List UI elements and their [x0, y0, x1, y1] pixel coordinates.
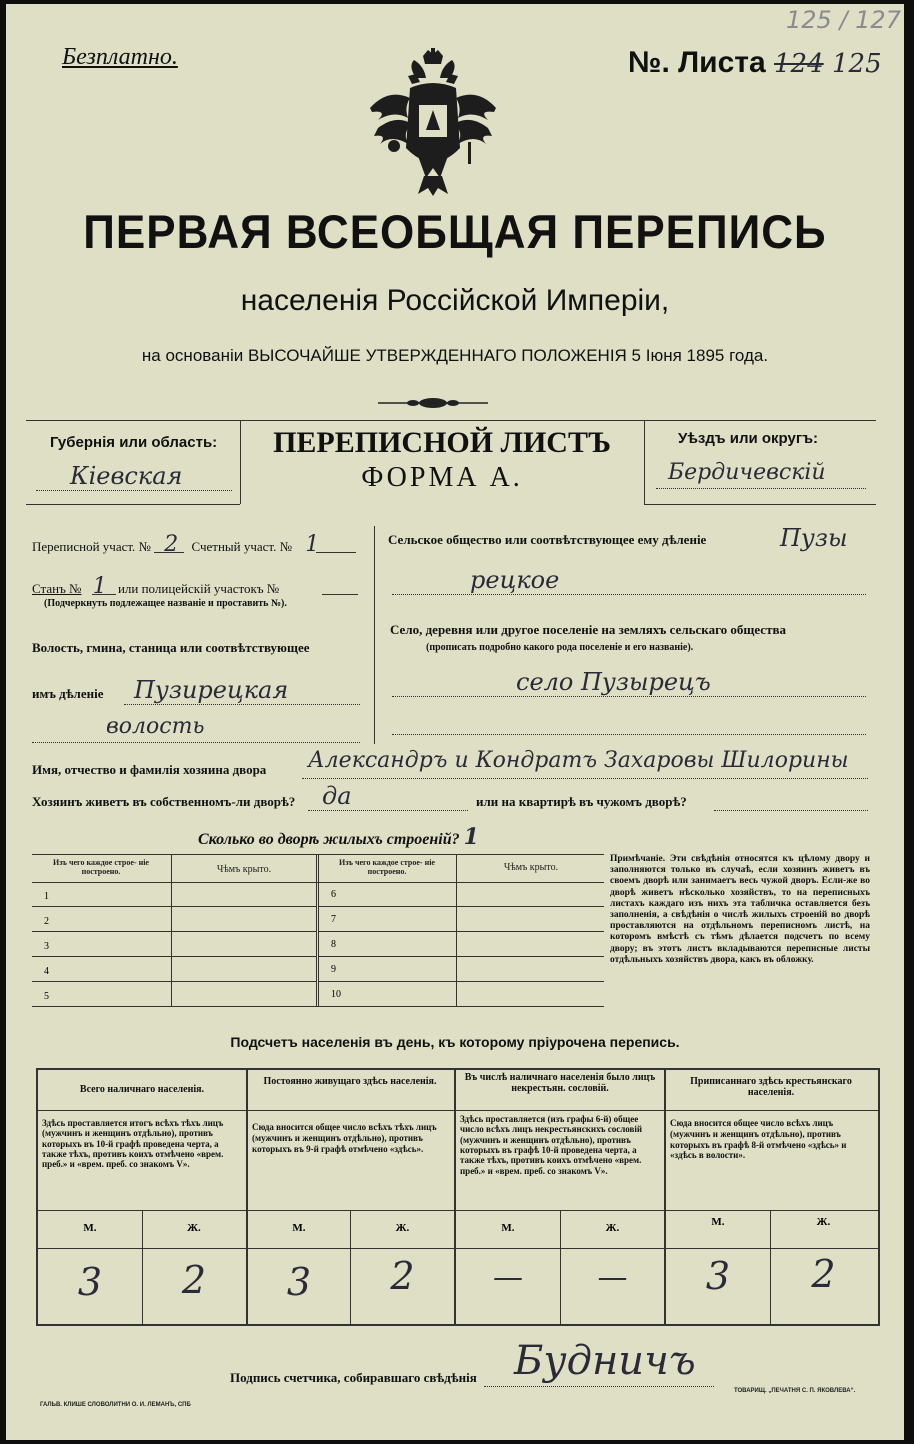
sheet-number-label: №. Листа — [628, 46, 766, 79]
census-basis: на основаніи ВЫСОЧАЙШЕ УТВЕРЖДЕННАГО ПОЛОЖЕНІЯ 5 Іюня 1895 года. — [141, 346, 769, 365]
sheet-number-struck: 124 — [774, 49, 824, 79]
census-title: ПЕРВАЯ ВСЕОБЩАЯ ПЕРЕПИСЬ — [83, 206, 827, 259]
pop-col1-m-label: М. — [83, 1222, 97, 1234]
table-row: 3 — [32, 932, 316, 957]
buildings-col-built-right: Изъ чего каждое строе- ніе построено. — [339, 858, 435, 877]
table-row: 2 — [32, 907, 316, 932]
table-row: 10 — [331, 989, 341, 1000]
district-label: Уѣздъ или округъ: — [678, 430, 819, 447]
pop-col4-f-label: Ж. — [816, 1216, 831, 1228]
volost-label-2: имъ дѣленіе — [32, 686, 104, 701]
table-row: 4 — [32, 957, 316, 982]
note-text: Примѣчаніе. Эти свѣдѣнія относятся къ цѣлому двору и заполняются только въ случаѣ, если хозяинъ живетъ въ своемъ дворѣ или занимаетъ весь чужой дворъ. Если-же во дворѣ живетъ нѣсколько хозяйствъ, то на переписныхъ листахъ каждаго изъ нихъ эта табличка оставляется безъ заполненія, а свѣдѣнія о числѣ жилыхъ строеній во дворѣ проставляются на отдѣльномъ переписномъ листѣ, на которомъ вмѣстѣ съ тѣмъ дѣлается подсчетъ по всему двору; въ этотъ листъ вкладываются переписные листы отдѣльныхъ хозяйствъ двора, какъ въ обложку. — [610, 854, 870, 965]
census-sheet — [6, 4, 904, 1440]
stan-value: 1 — [92, 574, 107, 599]
table-row: 1 — [32, 882, 316, 907]
pop-col1-m-value: 3 — [77, 1260, 103, 1304]
pop-col4-m-value: 3 — [705, 1254, 731, 1298]
census-subtitle: населенія Россійской Имперіи, — [240, 284, 670, 317]
stan-label: Станъ № — [32, 581, 82, 596]
volost-value-2: волость — [106, 714, 205, 739]
form-type-title: ФОРМА А. — [361, 462, 523, 493]
police-label: или полицейскій участокъ № — [117, 581, 280, 596]
pop-col3-f-label: Ж. — [605, 1222, 620, 1234]
ornament-divider-icon — [378, 396, 488, 410]
volost-label: Волость, гмина, станица или соотвѣтствующее — [32, 640, 310, 655]
table-row: 9 — [319, 957, 604, 982]
owner-name-value: Александръ и Кондратъ Захаровы Шилорины — [308, 748, 849, 773]
free-label: Безплатно. — [62, 44, 178, 70]
buildings-rows-right — [319, 882, 604, 1006]
census-list-title: ПЕРЕПИСНОЙ ЛИСТЪ — [273, 426, 611, 459]
province-value: Кіевская — [70, 462, 183, 490]
imperial-eagle-icon — [368, 48, 498, 198]
sheet-number-value: 125 — [832, 49, 882, 79]
pop-col3-f-value: — — [597, 1260, 628, 1295]
enumerator-signature: Будничъ — [514, 1338, 696, 1384]
pop-col2-f-value: 2 — [390, 1254, 415, 1298]
buildings-col-roof-left: Чѣмъ крыто. — [216, 864, 272, 875]
pop-col1-title: Всего наличнаго населенія. — [79, 1084, 205, 1095]
pencil-sheet-number: 125 / 127 — [786, 6, 901, 34]
society-value-1: Пузы — [780, 524, 848, 552]
buildings-value: 1 — [463, 824, 479, 850]
volost-value-1: Пузирецкая — [134, 676, 289, 704]
own-yard-label: Хозяинъ живетъ въ собственномъ-ли дворѣ? — [32, 794, 296, 809]
pop-col3-m-label: М. — [501, 1222, 515, 1234]
sheet-number-field — [628, 46, 882, 80]
pop-col4-title: Приписаннаго здѣсь крестьянскаго населенія. — [690, 1076, 852, 1098]
pop-col4-desc: Сюда вносится общее число всѣхъ лицъ (мужчинъ и женщинъ отдѣльно), противъ которыхъ въ графѣ 8-й отмѣчено «здѣсь» и «здѣсь в волости». — [670, 1118, 847, 1161]
table-row: 8 — [319, 932, 604, 957]
village-value: село Пузырецъ — [516, 668, 711, 696]
printer-left: ГАЛЬВ. КЛИШЕ СЛОВОЛИТНИ О. И. ЛЕМАНЪ, СПБ — [40, 1402, 191, 1408]
own-yard-value: да — [322, 782, 352, 810]
pop-col2-m-value: 3 — [286, 1260, 312, 1304]
police-hint: (Подчеркнуть подлежащее названіе и проставить №). — [44, 598, 287, 609]
buildings-rows-left — [32, 882, 316, 1006]
pop-col1-f-value: 2 — [181, 1258, 207, 1302]
pop-col3-m-value: — — [493, 1260, 523, 1295]
buildings-row — [198, 824, 479, 850]
buildings-label: Сколько во дворѣ жилыхъ строеній? — [198, 831, 460, 848]
census-section-row — [32, 532, 329, 557]
census-section-value: 2 — [164, 532, 179, 557]
table-row: 7 — [319, 907, 604, 932]
count-section-value: 1 — [305, 532, 320, 557]
owner-name-label: Имя, отчество и фамилія хозяина двора — [32, 762, 267, 777]
pop-col1-desc: Здѣсь проставляется итогъ всѣхъ тѣхъ лицъ (мужчинъ и женщинъ отдѣльно), противъ которыхъ въ 10-й графѣ проведена черта, а также тѣхъ, противъ коихъ отмѣчено «врем. преб.» и «врем. преб. со знакомъ V». — [42, 1118, 224, 1170]
pop-col3-desc: Здѣсь проставляется (изъ графы 6-й) общее число всѣхъ лицъ некрестьянскихъ сословій (мужчинъ и женщинъ отдѣльно), противъ которыхъ въ графѣ 10-й проведена черта, а также тѣхъ, противъ коихъ отмѣчено «врем. преб.» и «врем. преб. со знакомъ V». — [460, 1114, 643, 1176]
village-hint: (прописать подробно какого рода поселеніе и его названіе). — [426, 642, 694, 653]
stan-row — [32, 574, 279, 599]
society-value-2: рецкое — [470, 566, 560, 594]
count-section-label: Счетный участ. № — [191, 539, 293, 554]
buildings-col-built-left: Изъ чего каждое строе- ніе построено. — [53, 858, 149, 877]
pop-col3-title: Въ числѣ наличнаго населенія было лицъ некрестьян. сословій. — [464, 1072, 656, 1094]
population-heading: Подсчетъ населенія въ день, къ которому пріурочена перепись. — [230, 1034, 680, 1050]
printer-right: ТОВАРИЩ. „ПЕЧАТНЯ С. П. ЯКОВЛЕВА“. — [734, 1388, 856, 1394]
signature-label: Подпись счетчика, собиравшаго свѣдѣнія — [230, 1370, 477, 1385]
district-value: Бердичевскій — [668, 460, 826, 485]
buildings-col-roof-right: Чѣмъ крыто. — [503, 862, 559, 873]
pop-col2-f-label: Ж. — [395, 1222, 410, 1234]
table-row: 5 — [44, 991, 49, 1002]
rented-label: или на квартирѣ въ чужомъ дворѣ? — [476, 794, 687, 809]
pop-col4-m-label: М. — [711, 1216, 725, 1228]
province-label: Губернія или область: — [50, 434, 218, 451]
village-label: Село, деревня или другое поселеніе на земляхъ сельскаго общества — [390, 622, 786, 637]
census-section-label: Переписной участ. № — [32, 539, 151, 554]
pop-col1-f-label: Ж. — [187, 1222, 201, 1234]
pop-col4-f-value: 2 — [811, 1252, 836, 1296]
pop-col2-m-label: М. — [292, 1222, 306, 1234]
table-row: 6 — [319, 882, 604, 907]
pop-col2-desc: Сюда вносится общее число всѣхъ тѣхъ лицъ (мужчинъ и женщинъ отдѣльно), противъ которыхъ въ 9-й графѣ отмѣчено «здѣсь». — [252, 1122, 437, 1154]
society-label: Сельское общество или соотвѣтствующее ему дѣленіе — [388, 532, 707, 547]
pop-col2-title: Постоянно живущаго здѣсь населенія. — [263, 1076, 437, 1087]
